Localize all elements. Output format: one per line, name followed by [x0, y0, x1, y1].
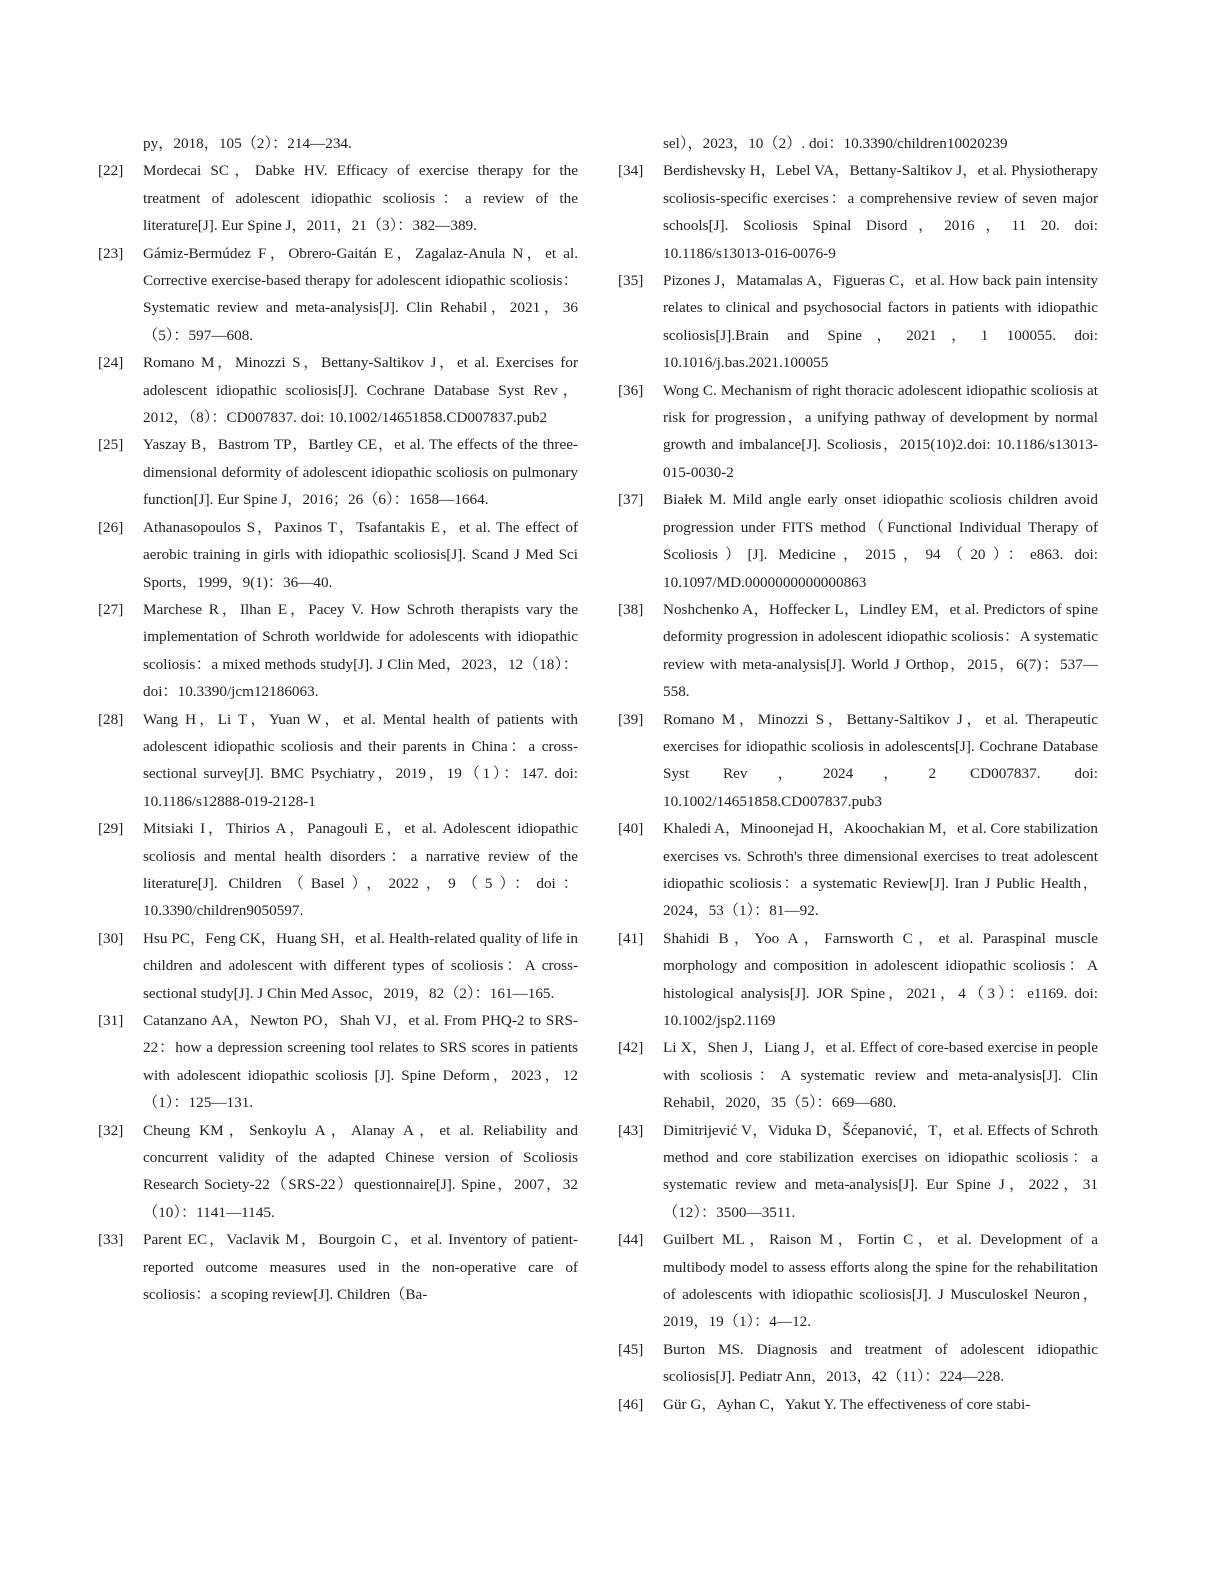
- reference-number: [22]: [98, 162, 124, 180]
- reference-item: [98, 1117, 578, 1227]
- reference-text: Hsu PC，Feng CK，Huang SH，et al. Health-related quality of life in children and adolescent with different types of scoliosis：A cross-sectional study[J]. J Chin Med Assoc，2019，82（2）：161—165.: [143, 929, 578, 1002]
- reference-number: [39]: [618, 710, 644, 728]
- reference-number: [45]: [618, 1340, 644, 1358]
- reference-item: [618, 925, 1098, 1035]
- reference-item: [618, 267, 1098, 377]
- reference-item: [618, 157, 1098, 267]
- reference-item: [98, 514, 578, 596]
- reference-number: [43]: [618, 1121, 644, 1139]
- reference-item: [98, 157, 578, 239]
- reference-number: [23]: [98, 244, 124, 262]
- reference-list-left: [98, 157, 578, 1308]
- reference-number: [28]: [98, 710, 124, 728]
- reference-text: Berdishevsky H，Lebel VA，Bettany-Saltikov J，et al. Physiotherapy scoliosis-specific exercises：a comprehensive review of seven major schools[J]. Scoliosis Spinal Disord，2016，11 20. doi: 10.1186/s13013-016-0076-9: [663, 162, 1098, 262]
- reference-text: Dimitrijević V，Viduka D，Šćepanović，T，et al. Effects of Schroth method and core stabilization exercises on idiopathic scoliosis：a systematic review and meta-analysis[J]. Eur Spine J，2022，31（12）：3500—3511.: [663, 1121, 1098, 1221]
- reference-item: [618, 706, 1098, 816]
- reference-item: [98, 706, 578, 816]
- reference-text: Guilbert ML，Raison M，Fortin C，et al. Development of a multibody model to assess efforts along the spine for the rehabilitation of adolescents with idiopathic scoliosis[J]. J Musculoskel Neuron，2019，19（1）：4—12.: [663, 1231, 1098, 1331]
- reference-number: [26]: [98, 518, 124, 536]
- reference-item: [618, 486, 1098, 596]
- reference-text: Li X，Shen J，Liang J，et al. Effect of core-based exercise in people with scoliosis：A systematic review and meta-analysis[J]. Clin Rehabil，2020，35（5）：669—680.: [663, 1039, 1098, 1112]
- reference-number: [41]: [618, 929, 644, 947]
- reference-text: Marchese R，Ilhan E，Pacey V. How Schroth therapists vary the implementation of Schroth worldwide for adolescents with idiopathic scoliosis：a mixed methods study[J]. J Clin Med，2023，12（18）：doi：10.3390/jcm12186063.: [143, 600, 578, 701]
- reference-number: [30]: [98, 929, 124, 947]
- reference-item: [618, 1117, 1098, 1227]
- reference-number: [32]: [98, 1121, 124, 1139]
- reference-number: [35]: [618, 272, 644, 290]
- reference-item: [98, 349, 578, 431]
- reference-item: [618, 1226, 1098, 1336]
- reference-item: [98, 1007, 578, 1117]
- reference-text: Noshchenko A，Hoffecker L，Lindley EM，et al. Predictors of spine deformity progression in adolescent idiopathic scoliosis：A systematic review with meta-analysis[J]. World J Orthop，2015，6(7)：537—558.: [663, 600, 1098, 701]
- reference-text: Mordecai SC，Dabke HV. Efficacy of exercise therapy for the treatment of adolescent idiopathic scoliosis：a review of the literature[J]. Eur Spine J，2011，21（3）：382—389.: [143, 162, 578, 235]
- reference-number: [38]: [618, 600, 644, 618]
- reference-item: [98, 925, 578, 1007]
- reference-text: Yaszay B，Bastrom TP，Bartley CE，et al. The effects of the three-dimensional deformity of adolescent idiopathic scoliosis on pulmonary function[J]. Eur Spine J，2016；26（6）：1658—1664.: [143, 436, 578, 509]
- reference-text: Pizones J，Matamalas A，Figueras C，et al. How back pain intensity relates to clinical and psychosocial factors in patients with idiopathic scoliosis[J].Brain and Spine，2021，1 100055. doi: 10.1016/j.bas.2021.100055: [663, 272, 1098, 372]
- reference-number: [27]: [98, 600, 124, 618]
- reference-text: Romano M，Minozzi S，Bettany-Saltikov J，et al. Exercises for adolescent idiopathic scoliosis[J]. Cochrane Database Syst Rev，2012，（8）：CD007837. doi: 10.1002/14651858.CD007837.pub2: [143, 354, 578, 427]
- reference-number: [34]: [618, 162, 644, 180]
- reference-text: Parent EC，Vaclavik M，Bourgoin C，et al. Inventory of patient-reported outcome measures used in the non-operative care of scoliosis：a scoping review[J]. Children（Ba-: [143, 1231, 578, 1304]
- reference-text: Romano M，Minozzi S，Bettany-Saltikov J，et al. Therapeutic exercises for idiopathic scoliosis in adolescents[J]. Cochrane Database Syst Rev，2024，2 CD007837. doi: 10.1002/14651858.CD007837.pub3: [663, 710, 1098, 810]
- reference-number: [36]: [618, 381, 644, 399]
- reference-number: [46]: [618, 1395, 644, 1413]
- reference-number: [29]: [98, 820, 124, 838]
- reference-item: [618, 1034, 1098, 1116]
- reference-number: [31]: [98, 1012, 124, 1029]
- reference-number: [25]: [98, 436, 124, 454]
- reference-item: [98, 596, 578, 706]
- reference-item: [618, 1391, 1098, 1418]
- reference-text: Khaledi A，Minoonejad H，Akoochakian M，et al. Core stabilization exercises vs. Schroth's three dimensional exercises to treat adolescent idiopathic scoliosis：a systematic Review[J]. Iran J Public Health，2024，53（1）：81—92.: [663, 820, 1098, 920]
- reference-item: [618, 377, 1098, 487]
- reference-item: [618, 596, 1098, 706]
- reference-text: Cheung KM，Senkoylu A，Alanay A，et al. Reliability and concurrent validity of the adapted Chinese version of Scoliosis Research Society-22（SRS-22）questionnaire[J]. Spine，2007，32（10）：1141—1145.: [143, 1121, 578, 1221]
- reference-text: Gür G，Ayhan C，Yakut Y. The effectiveness of core stabi-: [663, 1395, 1031, 1413]
- reference-item: [98, 815, 578, 925]
- reference-continuation: py，2018，105（2）：214—234.: [143, 135, 352, 152]
- right-reference-column: [618, 130, 1098, 1418]
- reference-item: [98, 240, 578, 350]
- reference-number: [44]: [618, 1231, 644, 1249]
- reference-text: Athanasopoulos S，Paxinos T，Tsafantakis E，et al. The effect of aerobic training in girls with idiopathic scoliosis[J]. Scand J Med Sci Sports，1999，9(1)：36—40.: [143, 518, 578, 591]
- reference-list-right: [618, 157, 1098, 1418]
- reference-number: [42]: [618, 1039, 644, 1057]
- reference-continuation: sel），2023，10（2）. doi：10.3390/children10020239: [663, 135, 1008, 152]
- reference-item: [618, 1336, 1098, 1391]
- reference-number: [24]: [98, 354, 124, 372]
- reference-item: [98, 431, 578, 513]
- reference-text: Gámiz-Bermúdez F，Obrero-Gaitán E，Zagalaz-Anula N，et al. Corrective exercise-based therapy for adolescent idiopathic scoliosis：Systematic review and meta-analysis[J]. Clin Rehabil，2021，36（5）：597—608.: [143, 244, 578, 344]
- reference-text: Shahidi B，Yoo A，Farnsworth C，et al. Paraspinal muscle morphology and composition in adolescent idiopathic scoliosis：A histological analysis[J]. JOR Spine，2021，4（3）：e1169. doi: 10.1002/jsp2.1169: [663, 929, 1098, 1029]
- reference-item: [98, 1226, 578, 1308]
- reference-text: Wong C. Mechanism of right thoracic adolescent idiopathic scoliosis at risk for progression，a unifying pathway of development by normal growth and imbalance[J]. Scoliosis，2015(10)2.doi: 10.1186/s13013-015-0030-2: [663, 381, 1098, 481]
- reference-text: Białek M. Mild angle early onset idiopathic scoliosis children avoid progression under FITS method（Functional Individual Therapy of Scoliosis）[J]. Medicine，2015，94（20）：e863. doi: 10.1097/MD.0000000000000863: [663, 491, 1098, 591]
- reference-number: [40]: [618, 820, 644, 838]
- reference-item: [618, 815, 1098, 925]
- reference-text: Mitsiaki I，Thirios A，Panagouli E，et al. Adolescent idiopathic scoliosis and mental health disorders：a narrative review of the literature[J]. Children（Basel），2022，9（5）：doi：10.3390/children9050597.: [143, 820, 578, 920]
- reference-text: Burton MS. Diagnosis and treatment of adolescent idiopathic scoliosis[J]. Pediatr Ann，2013，42（11）：224—228.: [663, 1340, 1098, 1386]
- left-reference-column: [98, 130, 578, 1308]
- reference-text: Catanzano AA，Newton PO，Shah VJ，et al. From PHQ-2 to SRS-22：how a depression screening tool relates to SRS scores in patients with adolescent idiopathic scoliosis [J]. Spine Deform，2023，12（1）：125—131.: [143, 1012, 578, 1112]
- reference-number: [37]: [618, 491, 644, 509]
- reference-text: Wang H，Li T，Yuan W，et al. Mental health of patients with adolescent idiopathic scoliosis and their parents in China：a cross-sectional survey[J]. BMC Psychiatry，2019，19（1）：147. doi: 10.1186/s12888-019-2128-1: [143, 710, 578, 810]
- reference-number: [33]: [98, 1231, 124, 1249]
